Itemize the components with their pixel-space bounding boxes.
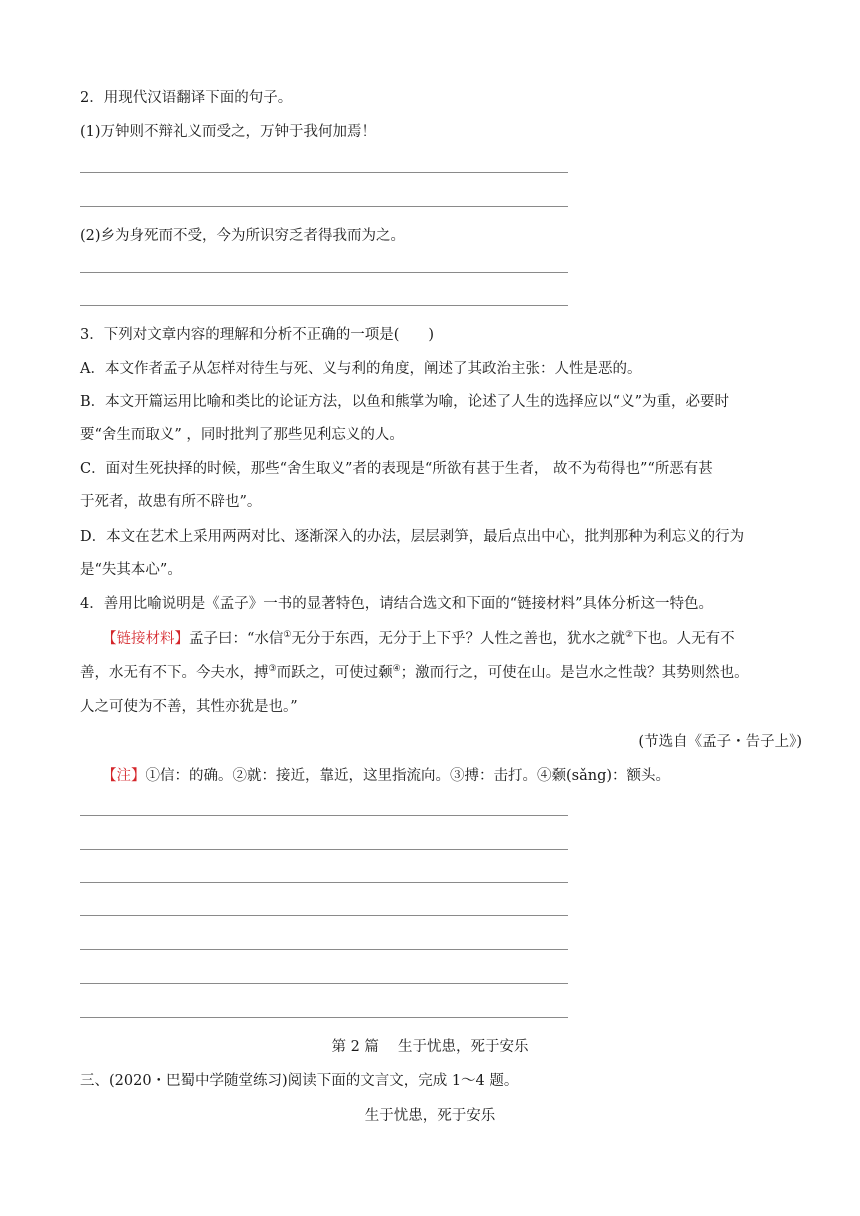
option-b-line-2: 要“舍生而取义” ，同时批判了那些见利忘义的人。 — [80, 427, 404, 443]
answer-line[interactable] — [80, 815, 568, 816]
note-label: 【注】 — [102, 768, 146, 784]
footnote-mark: ② — [625, 630, 634, 641]
answer-line[interactable] — [80, 849, 568, 850]
answer-line[interactable] — [80, 172, 568, 173]
option-d-line-1: D．本文在艺术上采用两两对比、逐渐深入的办法，层层剥笋，最后点出中心，批判那种为利忘义的行为 — [80, 529, 745, 545]
link-text: 善，水无有不下。今夫水，搏 — [80, 665, 269, 681]
answer-line[interactable] — [80, 206, 568, 207]
text-title: 生于忧患，死于安乐 — [364, 1108, 496, 1124]
source-citation: (节选自《孟子・告子上》) — [638, 734, 802, 750]
footnote-mark: ④ — [392, 664, 401, 675]
link-material-label: 【链接材料】 — [102, 631, 189, 647]
option-d-line-2: 是“失其本心”。 — [80, 562, 182, 578]
answer-line[interactable] — [80, 915, 568, 916]
link-text: 而跃之，可使过颡 — [276, 665, 393, 681]
link-material-line-2 — [80, 663, 749, 683]
answer-line[interactable] — [80, 1017, 568, 1018]
answer-line[interactable] — [80, 949, 568, 950]
question-2-title: 2．用现代汉语翻译下面的句子。 — [80, 90, 293, 106]
link-material-line-3: 人之可使为不善，其性亦犹是也。” — [80, 699, 298, 715]
link-text: 下也。人无有不 — [633, 631, 735, 647]
answer-line[interactable] — [80, 272, 568, 273]
answer-line[interactable] — [80, 882, 568, 883]
note-text: ①信：的确。②就：接近，靠近，这里指流向。③搏：击打。④颡(sǎng)：额头。 — [145, 768, 671, 784]
link-text: ；激而行之，可使在山。是岂水之性哉？其势则然也。 — [400, 665, 749, 681]
footnote-mark: ③ — [268, 664, 277, 675]
link-text: 孟子曰：“水信 — [189, 631, 284, 647]
link-material-line-1 — [102, 629, 735, 649]
option-a: A．本文作者孟子从怎样对待生与死、义与利的角度，阐述了其政治主张：人性是恶的。 — [80, 361, 642, 377]
question-2-sentence-2: (2)乡为身死而不受，今为所识穷乏者得我而为之。 — [80, 228, 406, 244]
link-text: 无分于东西，无分于上下乎？人性之善也，犹水之就 — [291, 631, 625, 647]
question-3-title: 3．下列对文章内容的理解和分析不正确的一项是( ) — [80, 327, 435, 343]
answer-line[interactable] — [80, 305, 568, 306]
answer-line[interactable] — [80, 983, 568, 984]
question-4-title: 4．善用比喻说明是《孟子》一书的显著特色，请结合选文和下面的“链接材料”具体分析这一特色。 — [80, 596, 714, 612]
question-2-sentence-1: (1)万钟则不辩礼义而受之，万钟于我何加焉！ — [80, 124, 377, 140]
option-c-line-1: C．面对生死抉择的时候，那些“舍生取义”者的表现是“所欲有甚于生者， 故不为苟得也”“所恶有甚 — [80, 461, 713, 477]
footnote-mark: ① — [283, 630, 292, 641]
note-line — [102, 766, 670, 786]
section-heading: 第 2 篇 生于忧患，死于安乐 — [331, 1039, 529, 1055]
section-instruction: 三、(2020・巴蜀中学随堂练习)阅读下面的文言文，完成 1～4 题。 — [80, 1073, 519, 1089]
option-c-line-2: 于死者，故患有所不辟也”。 — [80, 494, 262, 510]
option-b-line-1: B．本文开篇运用比喻和类比的论证方法，以鱼和熊掌为喻，论述了人生的选择应以“义”为重，必要时 — [80, 394, 729, 410]
